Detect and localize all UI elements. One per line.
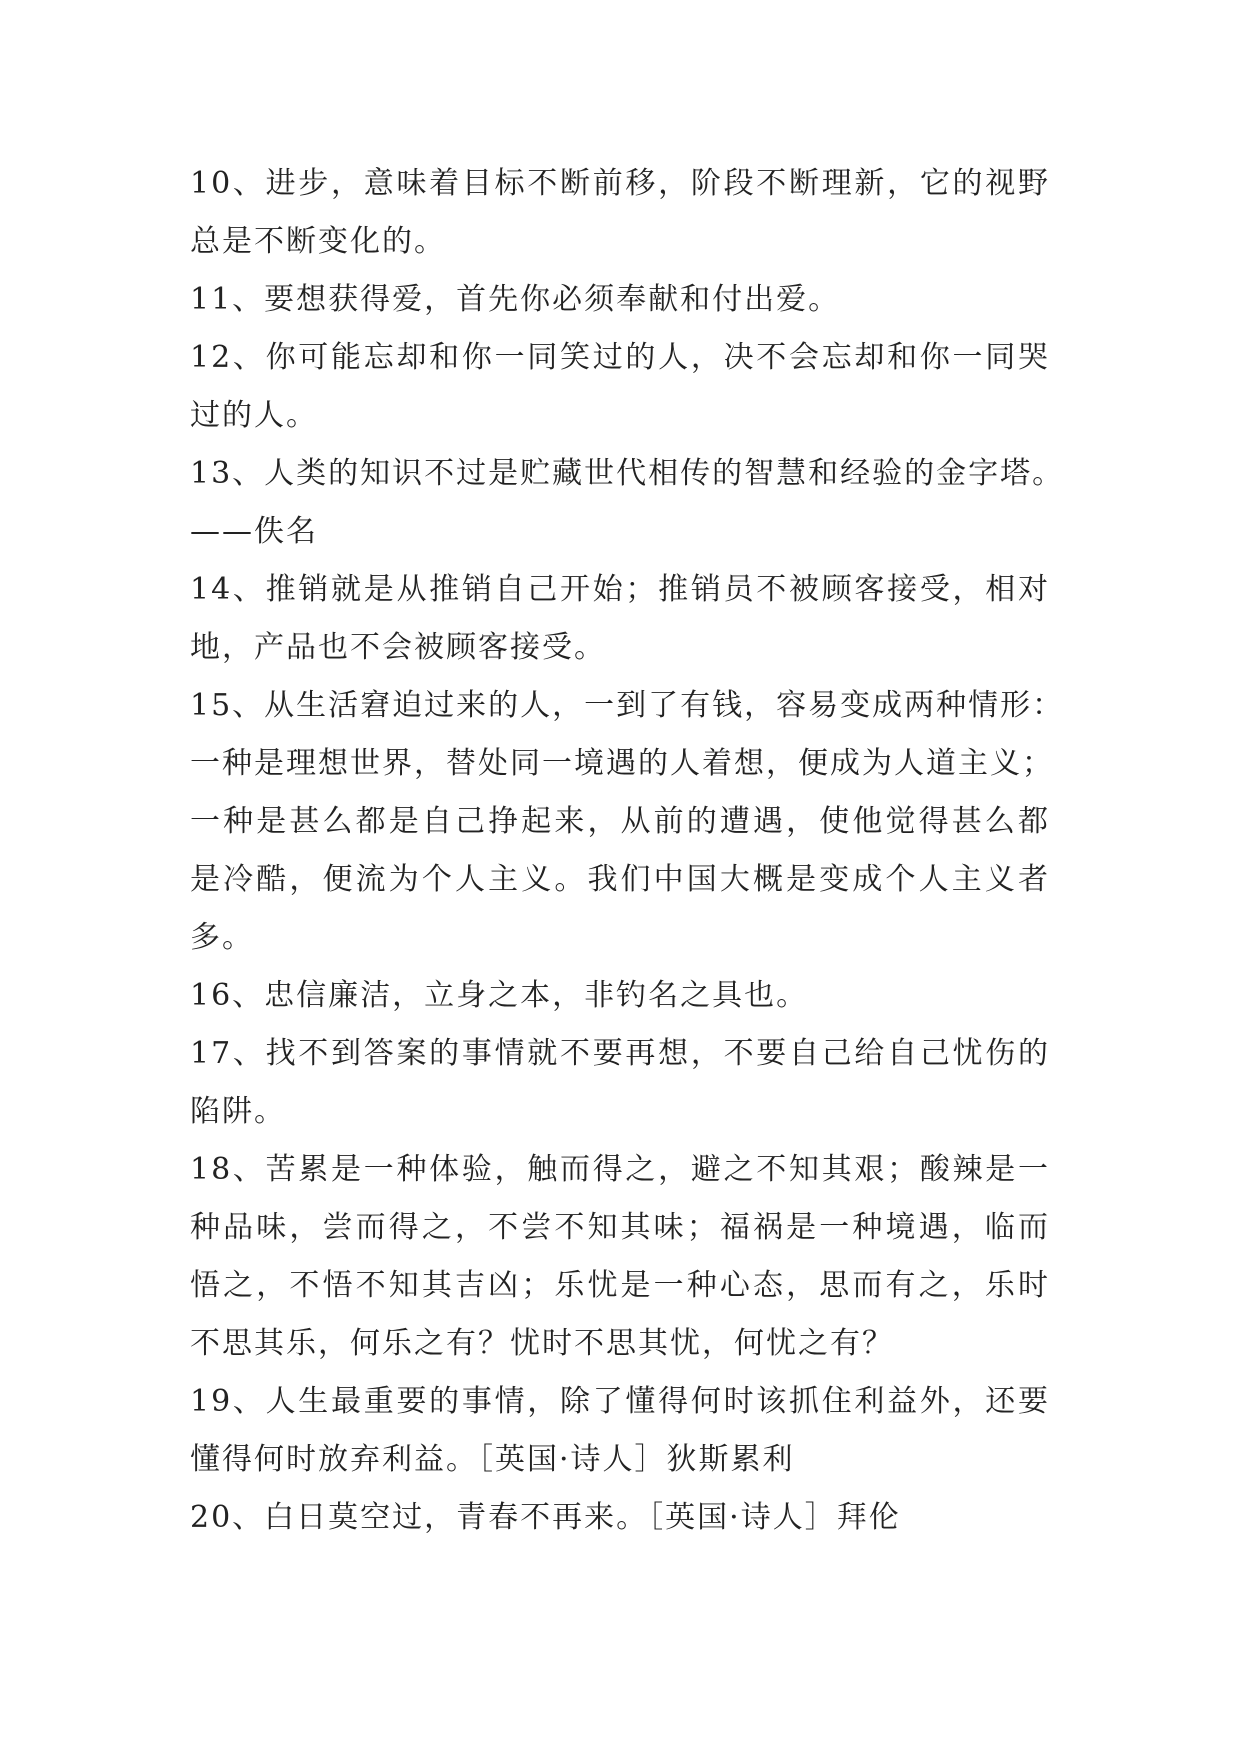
text-line: 17、找不到答案的事情就不要再想，不要自己给自己忧伤的 [190, 1036, 1050, 1071]
text-line: 10、进步，意味着目标不断前移，阶段不断理新，它的视野 [190, 166, 1050, 201]
text-line: 陷阱。 [190, 1094, 286, 1129]
paragraph-12 [190, 329, 1050, 445]
document-body [190, 155, 1065, 1547]
paragraph-19 [190, 1373, 1050, 1489]
paragraph-13 [190, 445, 1065, 561]
text-line: 种品味，尝而得之，不尝不知其味；福祸是一种境遇，临而 [190, 1210, 1050, 1245]
paragraph-17 [190, 1025, 1050, 1141]
text-line: 13、人类的知识不过是贮藏世代相传的智慧和经验的金字塔。 [190, 456, 1065, 491]
text-line: 悟之，不悟不知其吉凶；乐忧是一种心态，思而有之，乐时 [190, 1268, 1050, 1303]
text-line: 是冷酷，便流为个人主义。我们中国大概是变成个人主义者 [190, 862, 1050, 897]
text-line: 过的人。 [190, 398, 318, 433]
text-line: 14、推销就是从推销自己开始；推销员不被顾客接受，相对 [190, 572, 1050, 607]
text-line: 19、人生最重要的事情，除了懂得何时该抓住利益外，还要 [190, 1384, 1050, 1419]
text-line: 20、白日莫空过，青春不再来。［英国·诗人］拜伦 [190, 1500, 901, 1535]
paragraph-14 [190, 561, 1050, 677]
text-line: 地，产品也不会被顾客接受。 [190, 630, 606, 665]
text-line: 11、要想获得爱，首先你必须奉献和付出爱。 [190, 282, 841, 317]
paragraph-11 [190, 271, 1050, 329]
paragraph-10 [190, 155, 1050, 271]
paragraph-16 [190, 967, 1050, 1025]
text-line: 12、你可能忘却和你一同笑过的人，决不会忘却和你一同哭 [190, 340, 1050, 375]
paragraph-18 [190, 1141, 1050, 1373]
text-line: 一种是甚么都是自己挣起来，从前的遭遇，使他觉得甚么都 [190, 804, 1050, 839]
text-line: 15、从生活窘迫过来的人，一到了有钱，容易变成两种情形： [190, 688, 1065, 723]
text-line: 16、忠信廉洁，立身之本，非钓名之具也。 [190, 978, 809, 1013]
text-line: 懂得何时放弃利益。［英国·诗人］狄斯累利 [190, 1442, 795, 1477]
text-line: ——佚名 [190, 514, 318, 549]
text-line: 18、苦累是一种体验，触而得之，避之不知其艰；酸辣是一 [190, 1152, 1050, 1187]
text-line: 多。 [190, 920, 254, 955]
text-line: 一种是理想世界，替处同一境遇的人着想，便成为人道主义； [190, 746, 1054, 781]
text-line: 总是不断变化的。 [190, 224, 446, 259]
text-line: 不思其乐，何乐之有？忧时不思其忧，何忧之有？ [190, 1326, 894, 1361]
paragraph-15 [190, 677, 1065, 967]
paragraph-20 [190, 1489, 1050, 1547]
